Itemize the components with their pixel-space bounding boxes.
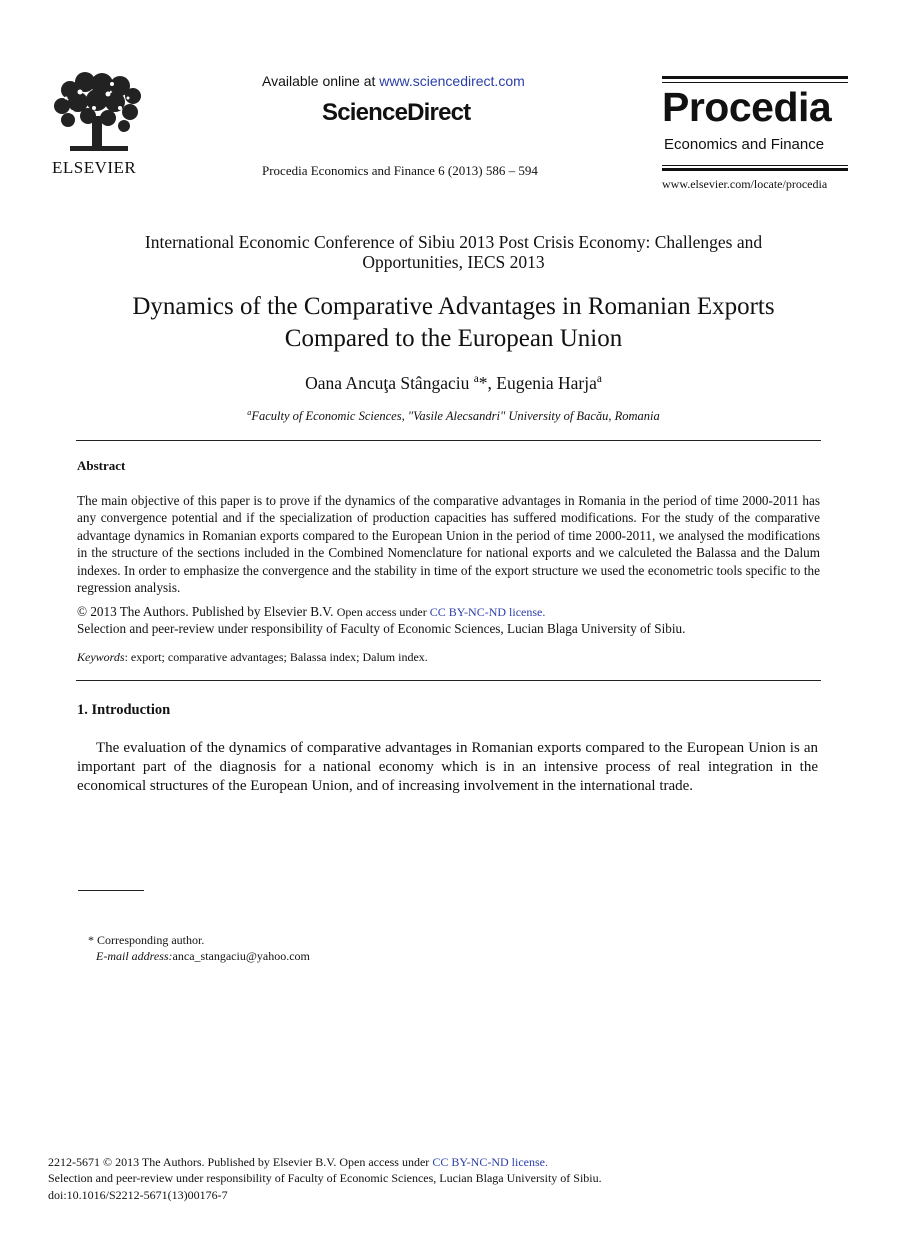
keywords-label: Keywords <box>77 650 125 664</box>
procedia-rule <box>662 168 848 171</box>
procedia-rule <box>662 82 848 83</box>
abstract-heading: Abstract <box>77 458 126 473</box>
copyright-text: © 2013 The Authors. Published by Elsevier B.V. <box>77 604 337 619</box>
available-prefix: Available online at <box>262 73 380 89</box>
conference-line: International Economic Conference of Sibiu 2013 Post Crisis Economy: Challenges and <box>144 232 763 252</box>
email-address[interactable]: anca_stangaciu@yahoo.com <box>172 949 310 963</box>
peer-review-line: Selection and peer-review under responsibility of Faculty of Economic Sciences, Lucian Blaga University of Sibiu. <box>77 621 686 636</box>
abstract-top-rule <box>76 440 821 441</box>
procedia-url[interactable]: www.elsevier.com/locate/procedia <box>662 177 828 191</box>
available-online-line <box>262 73 525 89</box>
corresponding-mark: *, <box>478 373 497 393</box>
procedia-subtitle: Economics and Finance <box>664 136 825 153</box>
peer-review-footer: Selection and peer-review under responsibility of Faculty of Economic Sciences, Lucian Blaga University of Sibiu. <box>48 1171 602 1185</box>
author-name: Oana Ancuţa Stângaciu <box>305 373 474 393</box>
sciencedirect-link[interactable]: www.sciencedirect.com <box>379 73 525 89</box>
keywords-text: : export; comparative advantages; Balassa index; Dalum index. <box>124 650 428 664</box>
publisher-wordmark: ELSEVIER <box>52 158 137 177</box>
title-line: Compared to the European Union <box>284 325 623 352</box>
email-note <box>96 949 310 964</box>
affiliation <box>60 409 847 424</box>
open-access-text: Open access under <box>339 1155 433 1169</box>
author-affil-mark: a <box>596 373 602 386</box>
sciencedirect-logo: ScienceDirect <box>322 99 471 126</box>
author-list <box>60 373 847 394</box>
title-line: Dynamics of the Comparative Advantages in Romanian Exports <box>132 293 775 320</box>
section-heading: 1. Introduction <box>77 702 171 718</box>
abstract-bottom-rule <box>76 680 821 681</box>
author-affil-mark: a <box>473 373 479 386</box>
procedia-logo: Procedia <box>662 84 832 130</box>
conference-name <box>60 232 847 272</box>
open-access-text: Open access under <box>336 605 430 619</box>
abstract-body: The main objective of this paper is to prove if the dynamics of the comparative advantages in Romania in the period of time 2000-2011 has any convergence potential and if the specialization of production capacities has suffered modifications. For the study of the comparative advantage dynamics in Romanian exports compared to the European Union in the period of time 2000-2011, we analysed the modifications in the structure of the sections included in the Combined Nomenclature for national exports and we calculeted the Balassa and the Dalum indexes. In order to emphasize the convergence and the stability in time of the export structure we used the econometric tools specific to the regression analysis. <box>77 493 820 596</box>
corresponding-author-note: * Corresponding author. <box>88 933 205 947</box>
author-name: Eugenia Harja <box>496 373 597 393</box>
license-link[interactable]: CC BY-NC-ND license. <box>432 1155 548 1169</box>
doi-line[interactable]: doi:10.1016/S2212-5671(13)00176-7 <box>48 1188 228 1202</box>
introduction-paragraph: The evaluation of the dynamics of comparative advantages in Romanian exports compared to the European Union is an important part of the diagnosis for a national economy which is in an intensive process of real integration in the economical structures of the European Union, and of increasing involvement in the international trade. <box>77 740 818 794</box>
license-link[interactable]: CC BY-NC-ND license. <box>429 605 546 619</box>
email-label: E-mail address: <box>96 949 173 963</box>
footnote-rule <box>78 890 144 891</box>
copyright-line <box>77 604 545 620</box>
affiliation-mark: a <box>247 407 252 417</box>
paper-title <box>60 291 847 355</box>
procedia-rule <box>662 76 848 79</box>
affiliation-text: Faculty of Economic Sciences, "Vasile Alecsandri" University of Bacău, Romania <box>251 409 660 423</box>
issn-text: 2212-5671 © 2013 The Authors. Published by Elsevier B.V. <box>48 1155 340 1169</box>
keywords-line <box>77 650 428 665</box>
procedia-rule <box>662 165 848 166</box>
conference-line: Opportunities, IECS 2013 <box>362 252 545 272</box>
journal-citation: Procedia Economics and Finance 6 (2013) 586 – 594 <box>262 163 538 178</box>
issn-line <box>48 1155 548 1170</box>
